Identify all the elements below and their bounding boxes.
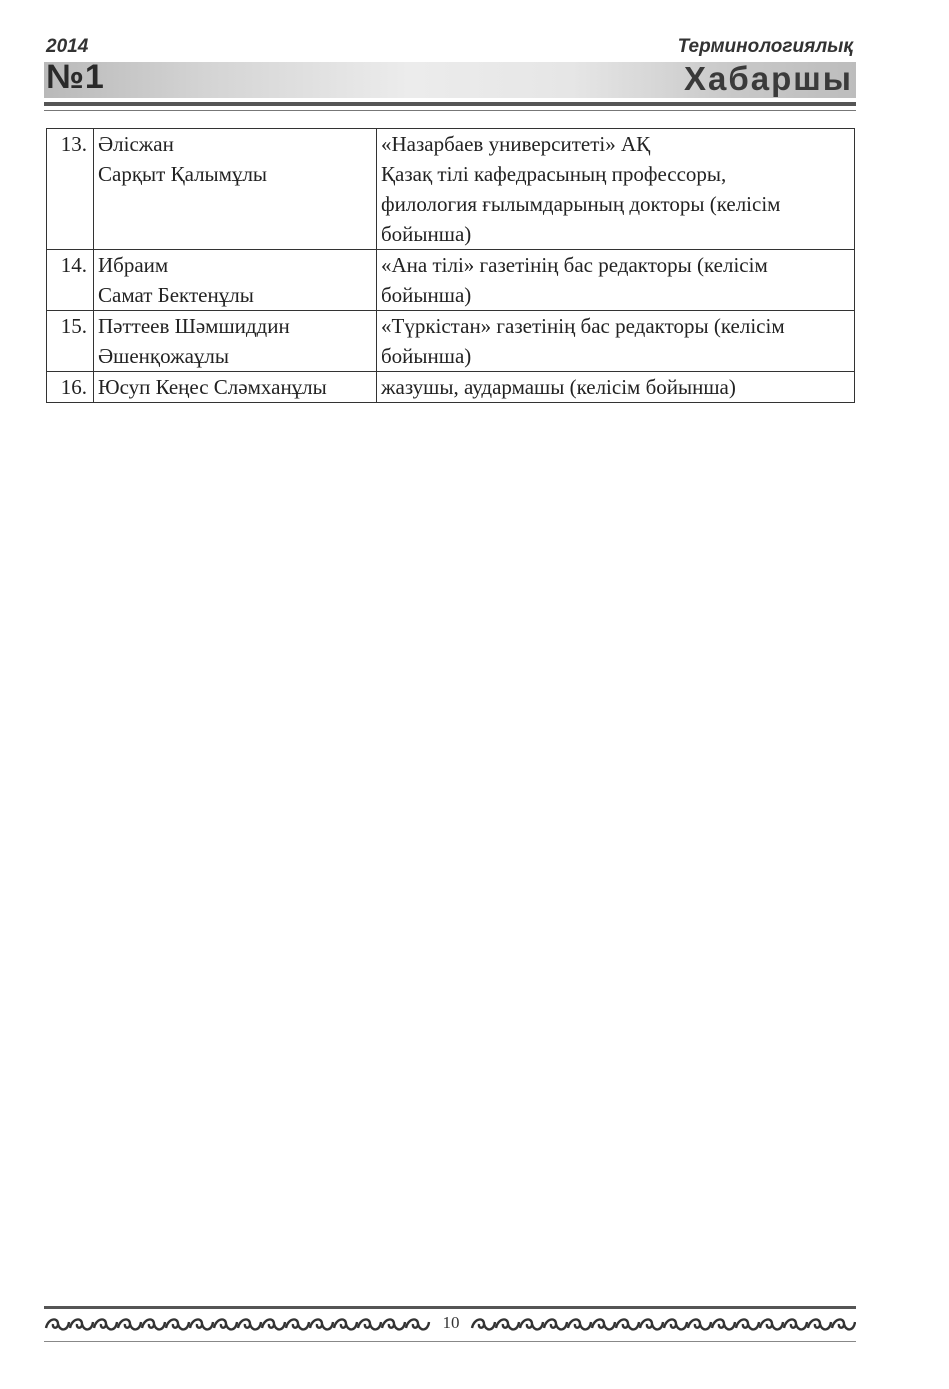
member-name bbox=[94, 250, 377, 311]
footer-rule-bottom bbox=[44, 1341, 856, 1342]
name-line: Пәттеев Шәмшиддин bbox=[98, 314, 290, 338]
header-rule-thin bbox=[44, 110, 856, 111]
member-name bbox=[94, 311, 377, 372]
name-line: Әшенқожаұлы bbox=[98, 344, 229, 368]
header-journal-title: Терминологиялық bbox=[677, 36, 853, 57]
name-line: Юсуп Кеңес Сләмханұлы bbox=[98, 375, 327, 399]
table-row bbox=[47, 372, 855, 403]
member-position bbox=[377, 311, 855, 372]
position-line: Қазақ тілі кафедрасының профессоры, bbox=[381, 162, 727, 186]
position-line: «Назарбаев университеті» АҚ bbox=[381, 132, 651, 156]
page-number: 10 bbox=[442, 1313, 460, 1332]
scroll-wave-ornament-icon bbox=[44, 1314, 432, 1334]
position-line: бойынша) bbox=[381, 283, 472, 307]
header-issue-number: №1 bbox=[46, 58, 105, 96]
name-line: Самат Бектенұлы bbox=[98, 283, 254, 307]
scroll-wave-ornament-icon bbox=[470, 1314, 856, 1334]
header-rule bbox=[44, 102, 856, 106]
member-position bbox=[377, 250, 855, 311]
row-number: 14. bbox=[47, 250, 94, 311]
name-line: Ибраим bbox=[98, 253, 169, 277]
footer-rule bbox=[44, 1306, 856, 1309]
header-year: 2014 bbox=[46, 36, 89, 57]
position-line: филология ғылымдарының докторы (келісім bbox=[381, 192, 781, 216]
position-line: бойынша) bbox=[381, 222, 472, 246]
header-journal-name: Хабаршы bbox=[684, 60, 853, 97]
name-line: Әлісжан bbox=[98, 132, 174, 156]
table-row bbox=[47, 129, 855, 250]
row-number: 15. bbox=[47, 311, 94, 372]
member-name bbox=[94, 372, 377, 403]
member-name bbox=[94, 129, 377, 250]
name-line: Сарқыт Қалымұлы bbox=[98, 162, 268, 186]
table-row bbox=[47, 311, 855, 372]
table-row bbox=[47, 250, 855, 311]
member-position bbox=[377, 129, 855, 250]
position-line: «Түркістан» газетінің бас редакторы (келісім bbox=[381, 314, 785, 338]
row-number: 13. bbox=[47, 129, 94, 250]
members-table bbox=[46, 128, 855, 403]
position-line: «Ана тілі» газетінің бас редакторы (келісім bbox=[381, 253, 768, 277]
position-line: бойынша) bbox=[381, 344, 472, 368]
member-position bbox=[377, 372, 855, 403]
position-line: жазушы, аудармашы (келісім бойынша) bbox=[381, 375, 736, 399]
row-number: 16. bbox=[47, 372, 94, 403]
